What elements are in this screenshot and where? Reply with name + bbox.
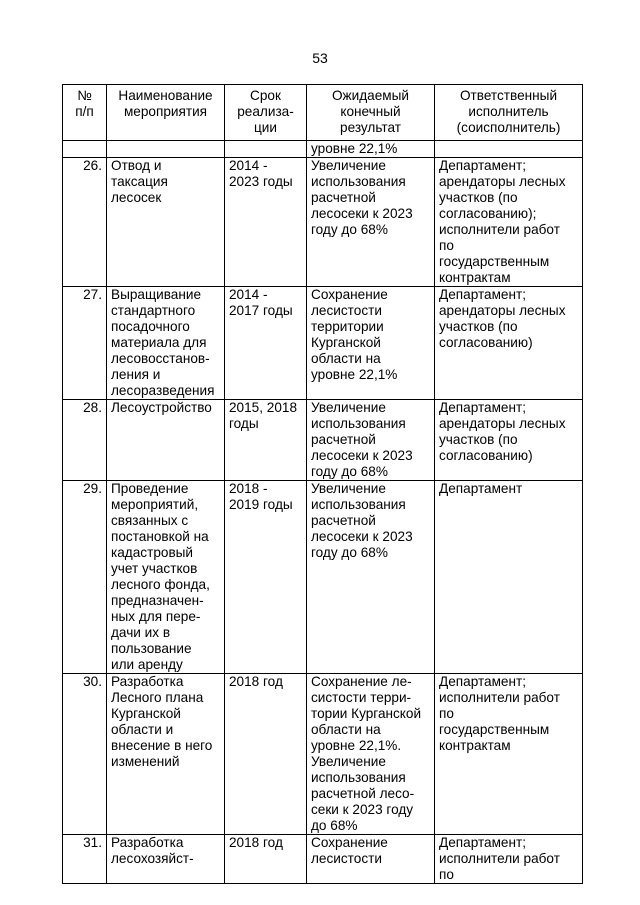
- row-term: 2018 - 2019 годы: [225, 481, 307, 674]
- row-num: 28.: [63, 400, 107, 481]
- table-row: [63, 158, 583, 287]
- row-name: [107, 141, 225, 158]
- row-result: Сохранение лесистости территории Курганской области на уровне 22,1%: [307, 287, 435, 400]
- row-num: 29.: [63, 481, 107, 674]
- row-responsible: Департамент; арендаторы лесных участков (по согласованию): [435, 400, 583, 481]
- table-row: [63, 287, 583, 400]
- row-result: Увеличение использования расчетной лесосеки к 2023 году до 68%: [307, 158, 435, 287]
- table-row: [63, 141, 583, 158]
- header-name: Наименование мероприятия: [107, 85, 225, 141]
- row-num: 30.: [63, 674, 107, 835]
- table-row: [63, 674, 583, 835]
- row-num: [63, 141, 107, 158]
- row-term: 2014 - 2023 годы: [225, 158, 307, 287]
- row-result: Увеличение использования расчетной лесосеки к 2023 году до 68%: [307, 400, 435, 481]
- row-responsible: Департамент; исполнители работ по государственным контрактам: [435, 674, 583, 835]
- row-responsible: Департамент; арендаторы лесных участков (по согласованию); исполнители работ по государственным контрактам: [435, 158, 583, 287]
- row-term: 2015, 2018 годы: [225, 400, 307, 481]
- row-num: 27.: [63, 287, 107, 400]
- page-number: 53: [312, 50, 328, 66]
- row-name: Разработка Лесного плана Курганской области и внесение в него изменений: [107, 674, 225, 835]
- row-name: Проведение мероприятий, связанных с постановкой на кадастровый учет участков лесного фонда, предназначен- ных для пере- дачи их в пользование или аренду: [107, 481, 225, 674]
- row-result: Увеличение использования расчетной лесосеки к 2023 году до 68%: [307, 481, 435, 674]
- header-num: № п/п: [63, 85, 107, 141]
- row-result: Сохранение ле- систости терри- тории Курганской области на уровне 22,1%. Увеличение использования расчетной лесо- секи к 2023 году до 68%: [307, 674, 435, 835]
- row-term: 2018 год: [225, 674, 307, 835]
- row-responsible: Департамент; арендаторы лесных участков (по согласованию): [435, 287, 583, 400]
- row-term: 2018 год: [225, 835, 307, 884]
- table-row: [63, 481, 583, 674]
- row-name: Отвод и таксация лесосек: [107, 158, 225, 287]
- row-name: Выращивание стандартного посадочного материала для лесовосстанов- ления и лесоразведения: [107, 287, 225, 400]
- table-row: [63, 835, 583, 884]
- row-responsible: Департамент; исполнители работ по: [435, 835, 583, 884]
- row-term: 2014 - 2017 годы: [225, 287, 307, 400]
- measures-table: [62, 84, 583, 884]
- table-row: [63, 400, 583, 481]
- row-result: Сохранение лесистости: [307, 835, 435, 884]
- row-responsible: Департамент: [435, 481, 583, 674]
- header-responsible: Ответственный исполнитель (соисполнитель): [435, 85, 583, 141]
- header-result: Ожидаемый конечный результат: [307, 85, 435, 141]
- row-result: уровне 22,1%: [307, 141, 435, 158]
- table-header-row: [63, 85, 583, 141]
- header-term: Срок реализа- ции: [225, 85, 307, 141]
- row-name: Разработка лесохозяйст-: [107, 835, 225, 884]
- row-num: 26.: [63, 158, 107, 287]
- row-term: [225, 141, 307, 158]
- row-responsible: [435, 141, 583, 158]
- row-num: 31.: [63, 835, 107, 884]
- row-name: Лесоустройство: [107, 400, 225, 481]
